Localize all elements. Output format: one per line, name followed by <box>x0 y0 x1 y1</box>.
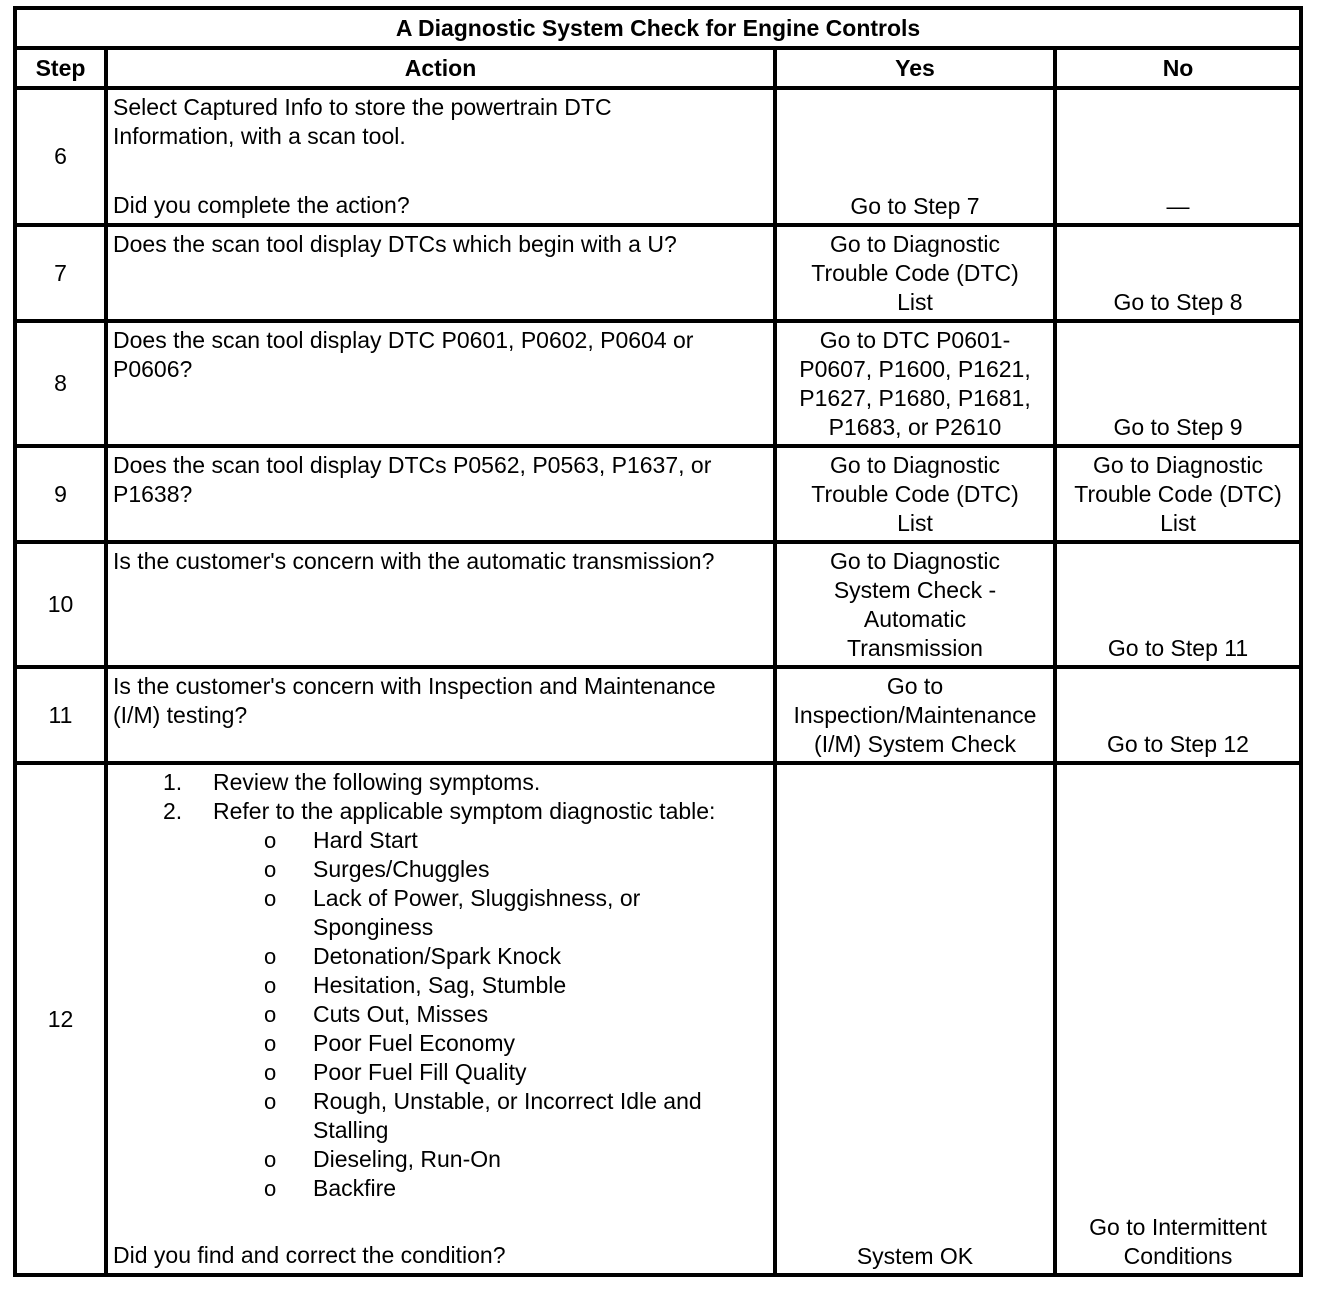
symptom-text: Hard Start <box>313 827 418 853</box>
symptom-item <box>113 884 769 942</box>
no-text-line: Go to Diagnostic <box>1093 452 1264 478</box>
item-number: 1. <box>163 769 183 795</box>
no-cell <box>1055 321 1301 446</box>
yes-cell <box>775 88 1055 225</box>
no-text: Go to Step 11 <box>1107 635 1249 661</box>
yes-text-line: List <box>897 289 933 315</box>
table-title: A Diagnostic System Check for Engine Controls <box>15 8 1301 48</box>
symptom-item <box>113 1058 769 1087</box>
yes-text-line: List <box>897 510 933 536</box>
no-text-line: List <box>1160 510 1196 536</box>
symptom-text: Poor Fuel Economy <box>313 1030 515 1056</box>
circle-bullet-icon: o <box>264 1147 277 1172</box>
action-cell <box>106 321 775 446</box>
symptom-item <box>113 1145 769 1174</box>
table-row <box>15 88 1301 225</box>
step-number: 8 <box>15 321 106 446</box>
no-text-line: Trouble Code (DTC) <box>1074 481 1282 507</box>
circle-bullet-icon: o <box>264 944 277 969</box>
action-cell <box>106 763 775 1275</box>
symptom-item <box>113 971 769 1000</box>
symptom-item <box>113 1000 769 1029</box>
item-number: 2. <box>163 798 183 824</box>
item-text: Review the following symptoms. <box>213 769 541 795</box>
yes-text-line: Go to Diagnostic <box>829 548 1001 574</box>
yes-text-line: Go to Diagnostic <box>829 231 1001 257</box>
action-question: Did you complete the action? <box>113 192 410 218</box>
numbered-item <box>113 768 769 797</box>
yes-text-line: Go to <box>886 673 944 699</box>
yes-text: System OK <box>856 1243 974 1269</box>
header-action: Action <box>106 48 775 88</box>
no-text-line: Conditions <box>1123 1243 1233 1269</box>
table-row <box>15 763 1301 1275</box>
action-text-line: Does the scan tool display DTC P0601, P0602, P0604 or <box>113 327 694 353</box>
action-cell <box>106 88 775 225</box>
symptom-item <box>113 826 769 855</box>
yes-text-line: P1627, P1680, P1681, <box>799 385 1031 411</box>
circle-bullet-icon: o <box>264 1089 277 1114</box>
action-text-line: Does the scan tool display DTCs P0562, P0563, P1637, or <box>113 452 712 478</box>
step-number: 9 <box>15 446 106 542</box>
symptom-text: Lack of Power, Sluggishness, or <box>313 885 641 911</box>
no-cell <box>1055 763 1301 1275</box>
symptom-text: Surges/Chuggles <box>313 856 490 882</box>
header-yes: Yes <box>775 48 1055 88</box>
symptom-text: Rough, Unstable, or Incorrect Idle and <box>313 1088 702 1114</box>
yes-cell <box>775 446 1055 542</box>
action-text-line: (I/M) testing? <box>113 702 248 728</box>
yes-cell <box>775 321 1055 446</box>
symptom-text: Detonation/Spark Knock <box>313 943 562 969</box>
action-text-line: Is the customer's concern with the automatic transmission? <box>113 548 715 574</box>
symptom-text: Stalling <box>313 1117 389 1143</box>
action-text-line: Select Captured Info to store the powertrain DTC <box>113 94 612 120</box>
circle-bullet-icon: o <box>264 973 277 998</box>
no-cell <box>1055 88 1301 225</box>
yes-text-line: P1683, or P2610 <box>828 414 1002 440</box>
circle-bullet-icon: o <box>264 857 277 882</box>
no-text: Go to Step 12 <box>1107 731 1249 757</box>
action-cell <box>106 542 775 667</box>
yes-text-line: Automatic <box>863 606 967 632</box>
no-text: Go to Step 9 <box>1113 414 1243 440</box>
yes-cell <box>775 225 1055 321</box>
circle-bullet-icon: o <box>264 1031 277 1056</box>
table-row <box>15 667 1301 763</box>
step-number: 11 <box>15 667 106 763</box>
no-cell <box>1055 446 1301 542</box>
no-text: — <box>1166 193 1190 219</box>
no-cell <box>1055 542 1301 667</box>
no-cell <box>1055 225 1301 321</box>
symptom-text: Cuts Out, Misses <box>313 1001 489 1027</box>
action-question: Did you find and correct the condition? <box>113 1242 506 1268</box>
table-row <box>15 321 1301 446</box>
symptom-item <box>113 855 769 884</box>
yes-cell <box>775 763 1055 1275</box>
symptom-text: Sponginess <box>313 914 434 940</box>
header-no: No <box>1055 48 1301 88</box>
yes-text-line: System Check - <box>833 577 997 603</box>
action-cell <box>106 446 775 542</box>
symptom-text: Hesitation, Sag, Stumble <box>313 972 567 998</box>
header-step: Step <box>15 48 106 88</box>
symptom-list <box>113 826 769 1203</box>
no-text: Go to Step 8 <box>1113 289 1243 315</box>
symptom-item <box>113 942 769 971</box>
no-cell <box>1055 667 1301 763</box>
symptom-item <box>113 1087 769 1145</box>
yes-text-line: Go to Diagnostic <box>829 452 1001 478</box>
yes-cell <box>775 667 1055 763</box>
yes-cell <box>775 542 1055 667</box>
table-row <box>15 225 1301 321</box>
numbered-item <box>113 797 769 826</box>
yes-text-line: P0607, P1600, P1621, <box>799 356 1031 382</box>
step-number: 6 <box>15 88 106 225</box>
circle-bullet-icon: o <box>264 1002 277 1027</box>
action-text-line: P0606? <box>113 356 193 382</box>
yes-text-line: Trouble Code (DTC) <box>811 481 1019 507</box>
symptom-text: Backfire <box>313 1175 397 1201</box>
symptom-text: Dieseling, Run-On <box>313 1146 501 1172</box>
table-row <box>15 542 1301 667</box>
action-cell <box>106 225 775 321</box>
action-text-line: Does the scan tool display DTCs which begin with a U? <box>113 231 677 257</box>
yes-text-line: Transmission <box>847 635 983 661</box>
table-row <box>15 446 1301 542</box>
no-text-line: Go to Intermittent <box>1089 1214 1267 1240</box>
step-number: 10 <box>15 542 106 667</box>
step-number: 7 <box>15 225 106 321</box>
yes-text: Go to Step 7 <box>850 193 980 219</box>
action-text-line: P1638? <box>113 481 193 507</box>
numbered-list <box>113 768 769 826</box>
yes-text-line: (I/M) System Check <box>814 731 1016 757</box>
symptom-item <box>113 1174 769 1203</box>
item-text: Refer to the applicable symptom diagnostic table: <box>213 798 716 824</box>
yes-text-line: Inspection/Maintenance <box>793 702 1037 728</box>
symptom-item <box>113 1029 769 1058</box>
symptom-text: Poor Fuel Fill Quality <box>313 1059 527 1085</box>
action-text-line: Information, with a scan tool. <box>113 123 406 149</box>
action-text-line: Is the customer's concern with Inspection and Maintenance <box>113 673 716 699</box>
step-number: 12 <box>15 763 106 1275</box>
circle-bullet-icon: o <box>264 828 277 853</box>
circle-bullet-icon: o <box>264 1060 277 1085</box>
yes-text-line: Trouble Code (DTC) <box>811 260 1019 286</box>
diagnostic-table <box>13 6 1303 1277</box>
circle-bullet-icon: o <box>264 886 277 911</box>
action-cell <box>106 667 775 763</box>
yes-text-line: Go to DTC P0601- <box>819 327 1011 353</box>
circle-bullet-icon: o <box>264 1176 277 1201</box>
